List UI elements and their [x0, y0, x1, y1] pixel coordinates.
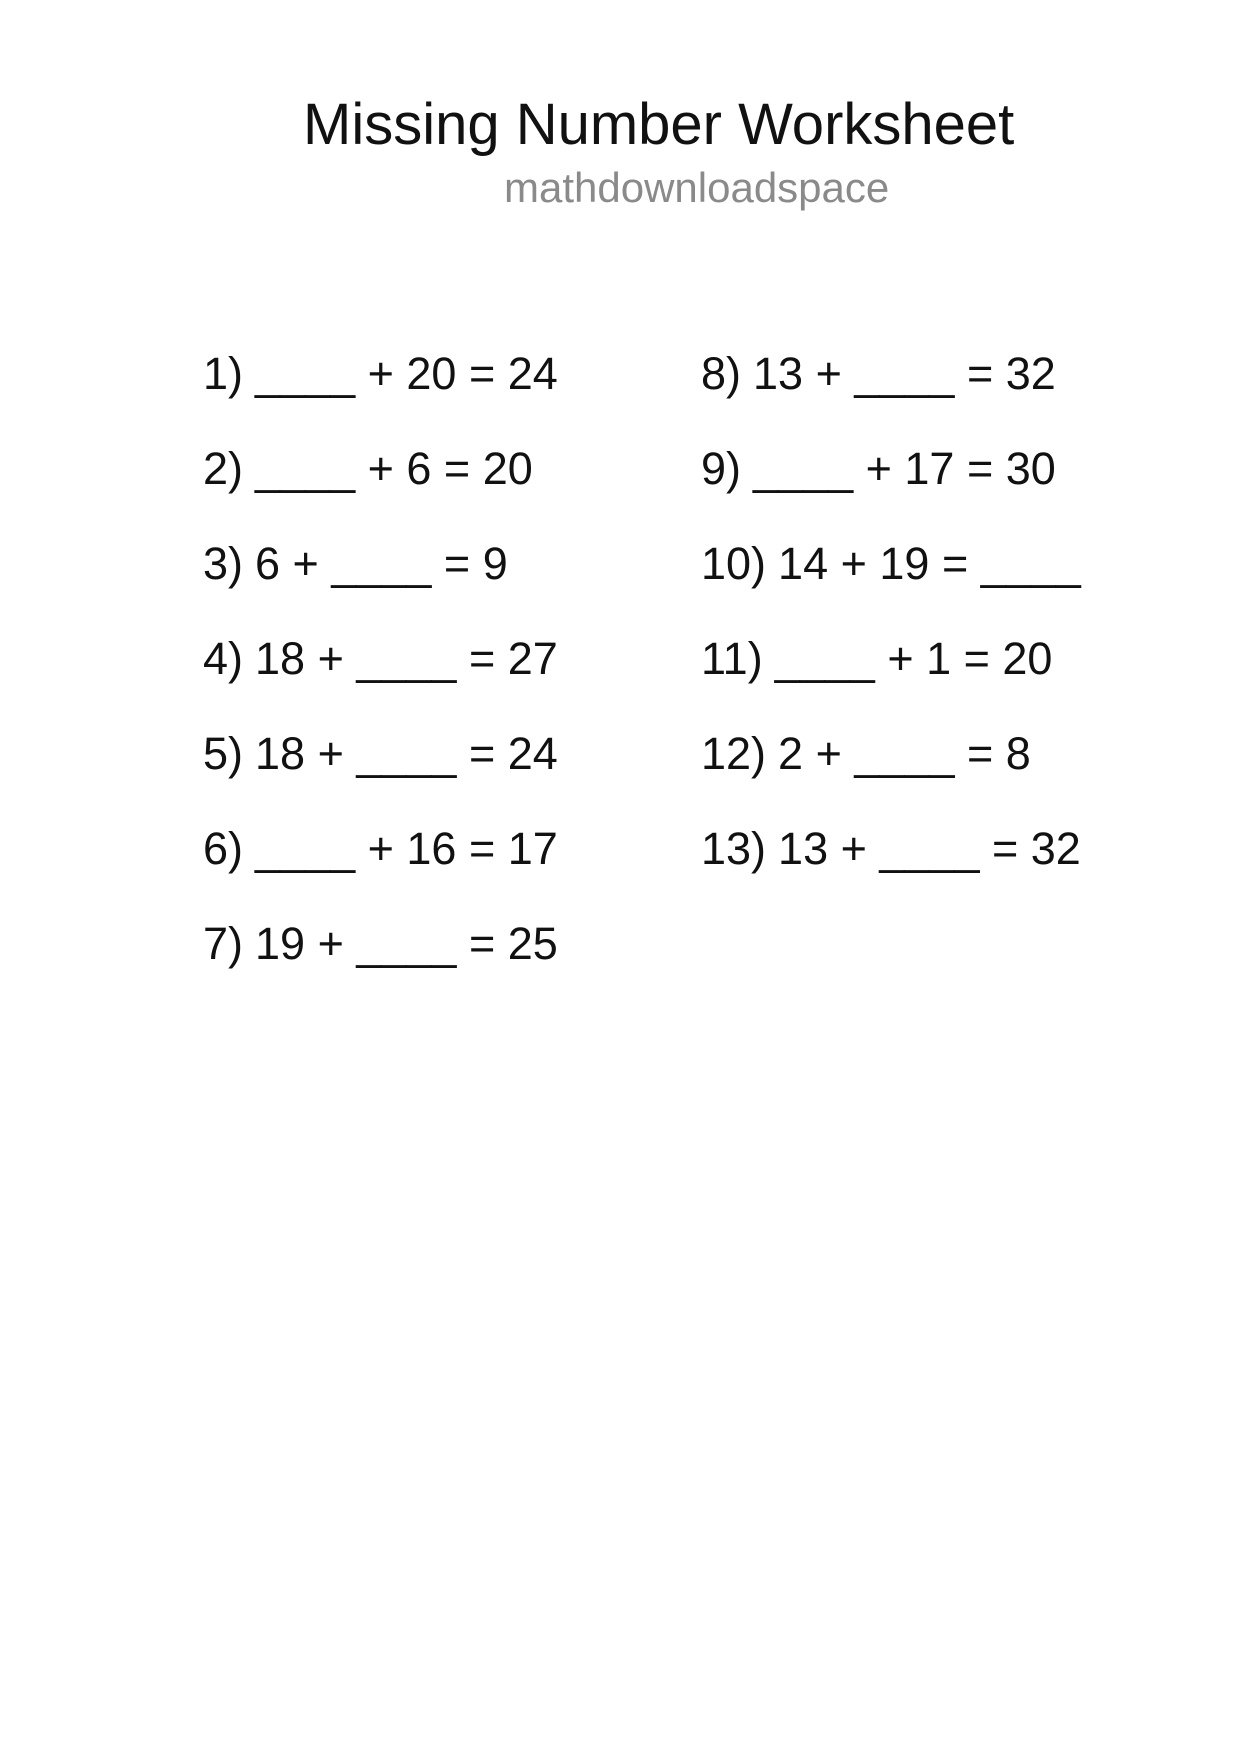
problem-expression: 14 + 19 = ____ [778, 538, 1081, 589]
problem-number: 13) [701, 823, 767, 874]
problem-expression: ____ + 6 = 20 [255, 443, 533, 494]
problem-row-3 [203, 516, 701, 611]
problem-number: 10) [701, 538, 767, 589]
problem-row-8 [701, 326, 1081, 421]
page-title: Missing Number Worksheet [303, 92, 1015, 157]
problem-row-6 [203, 801, 701, 896]
problem-row-4 [203, 611, 701, 706]
problem-expression: ____ + 17 = 30 [753, 443, 1056, 494]
problem-expression: ____ + 16 = 17 [255, 823, 558, 874]
problem-number: 2) [203, 443, 244, 494]
problem-expression: 6 + ____ = 9 [255, 538, 508, 589]
problem-number: 5) [203, 728, 244, 779]
problem-expression: 19 + ____ = 25 [255, 918, 558, 969]
problem-number: 12) [701, 728, 767, 779]
problem-row-7 [203, 896, 701, 991]
problem-expression: ____ + 20 = 24 [255, 348, 558, 399]
problems-column-right [701, 326, 1081, 991]
page-subtitle: mathdownloadspace [504, 164, 890, 211]
problem-row-12 [701, 706, 1081, 801]
problems-grid [203, 326, 1081, 991]
problem-row-10 [701, 516, 1081, 611]
problems-column-left [203, 326, 701, 991]
problem-row-2 [203, 421, 701, 516]
problem-number: 1) [203, 348, 244, 399]
problem-number: 6) [203, 823, 244, 874]
problem-row-13 [701, 801, 1081, 896]
problem-expression: 2 + ____ = 8 [778, 728, 1031, 779]
problem-row-1 [203, 326, 701, 421]
problem-number: 4) [203, 633, 244, 684]
problem-expression: 18 + ____ = 27 [255, 633, 558, 684]
problem-row-5 [203, 706, 701, 801]
problem-number: 8) [701, 348, 742, 399]
problem-expression: 13 + ____ = 32 [753, 348, 1056, 399]
problem-row-11 [701, 611, 1081, 706]
problem-expression: 18 + ____ = 24 [255, 728, 558, 779]
problem-row-9 [701, 421, 1081, 516]
problem-expression: 13 + ____ = 32 [778, 823, 1081, 874]
problem-number: 3) [203, 538, 244, 589]
problem-expression: ____ + 1 = 20 [774, 633, 1053, 684]
problem-number: 7) [203, 918, 244, 969]
problem-number: 9) [701, 443, 742, 494]
problem-number: 11) [701, 633, 763, 684]
